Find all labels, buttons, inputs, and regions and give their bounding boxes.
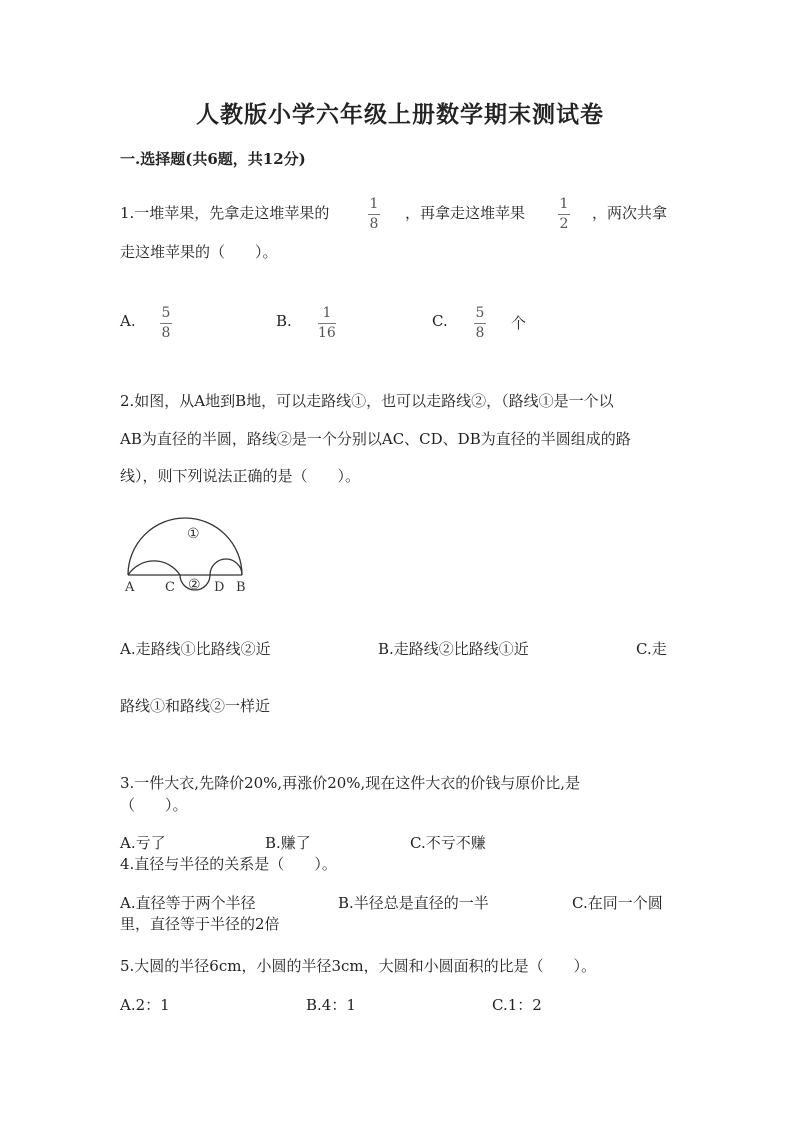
q1-text-part3: ，两次共拿 bbox=[592, 204, 668, 222]
fraction-numerator: 1 bbox=[559, 196, 569, 212]
route-2-arc-db bbox=[210, 559, 242, 575]
q3-text-line2: （ ）。 bbox=[120, 796, 188, 814]
q1-option-b-fraction bbox=[318, 305, 336, 342]
q1-text-part2: ，再拿走这堆苹果 bbox=[405, 204, 526, 222]
q5-option-c: C.1：2 bbox=[492, 996, 542, 1014]
q1-option-b-label: B. bbox=[276, 312, 292, 330]
q1-option-a-fraction bbox=[160, 305, 172, 342]
q4-option-c-continued: 里，直径等于半径的2倍 bbox=[120, 915, 280, 933]
q2-option-c-continued: 路线①和路线②一样近 bbox=[120, 697, 271, 715]
route-2-arc-ac bbox=[128, 561, 180, 575]
q3-option-b: B.赚了 bbox=[265, 834, 311, 852]
q2-text-line1: 2.如图，从A地到B地，可以走路线①，也可以走路线②，（路线①是一个以 bbox=[120, 392, 614, 410]
q4-option-c: C.在同一个圆 bbox=[572, 894, 663, 912]
point-d-label: D bbox=[214, 580, 225, 595]
fraction-denominator: 2 bbox=[559, 216, 569, 232]
route-2-label: ② bbox=[188, 577, 201, 593]
q5-option-b: B.4：1 bbox=[306, 996, 356, 1014]
q1-option-c-label: C. bbox=[432, 312, 448, 330]
q2-option-c: C.走 bbox=[636, 640, 667, 658]
q3-option-a: A.亏了 bbox=[120, 834, 166, 852]
q1-option-c-unit: 个 bbox=[511, 314, 527, 332]
fraction-denominator: 8 bbox=[161, 325, 171, 341]
q1-option-c-fraction bbox=[474, 305, 486, 342]
point-c-label: C bbox=[165, 580, 175, 595]
fraction-denominator: 8 bbox=[369, 216, 379, 232]
fraction-numerator: 5 bbox=[161, 305, 171, 321]
q2-option-a: A.走路线①比路线②近 bbox=[120, 640, 271, 658]
fraction-numerator: 1 bbox=[322, 305, 332, 321]
q1-option-a-label: A. bbox=[120, 312, 136, 330]
q5-option-a: A.2：1 bbox=[120, 996, 170, 1014]
q5-text-line1: 5.大圆的半径6cm，小圆的半径3cm，大圆和小圆面积的比是（ ）。 bbox=[120, 957, 597, 975]
route-1-label: ① bbox=[187, 526, 200, 542]
q2-option-b: B.走路线②比路线①近 bbox=[378, 640, 529, 658]
q1-text-line2: 走这堆苹果的（ ）。 bbox=[120, 243, 278, 261]
q2-text-line3: 线），则下列说法正确的是（ ）。 bbox=[120, 467, 361, 485]
fraction-denominator: 16 bbox=[318, 325, 336, 341]
q4-option-b: B.半径总是直径的一半 bbox=[338, 894, 489, 912]
q1-fraction-2 bbox=[558, 196, 570, 233]
q3-option-c: C.不亏不赚 bbox=[410, 834, 486, 852]
point-b-label: B bbox=[236, 580, 246, 595]
fraction-numerator: 5 bbox=[475, 305, 485, 321]
fraction-numerator: 1 bbox=[369, 196, 379, 212]
q1-fraction-1 bbox=[368, 196, 380, 233]
route-1-big-semicircle bbox=[128, 518, 242, 575]
fraction-denominator: 8 bbox=[475, 325, 485, 341]
section-heading: 一.选择题(共6题，共12分) bbox=[120, 150, 306, 168]
q1-text-part1: 1.一堆苹果，先拿走这堆苹果的 bbox=[120, 204, 330, 222]
page-title: 人教版小学六年级上册数学期末测试卷 bbox=[196, 101, 604, 128]
q4-option-a: A.直径等于两个半径 bbox=[120, 894, 256, 912]
q3-text-line1: 3.一件大衣,先降价20%,再涨价20%,现在这件大衣的价钱与原价比,是 bbox=[120, 774, 581, 792]
route-diagram bbox=[110, 505, 270, 605]
point-a-label: A bbox=[125, 580, 135, 595]
q2-text-line2: AB为直径的半圆，路线②是一个分别以AC、CD、DB为直径的半圆组成的路 bbox=[120, 430, 631, 448]
q4-text-line1: 4.直径与半径的关系是（ ）。 bbox=[120, 855, 337, 873]
